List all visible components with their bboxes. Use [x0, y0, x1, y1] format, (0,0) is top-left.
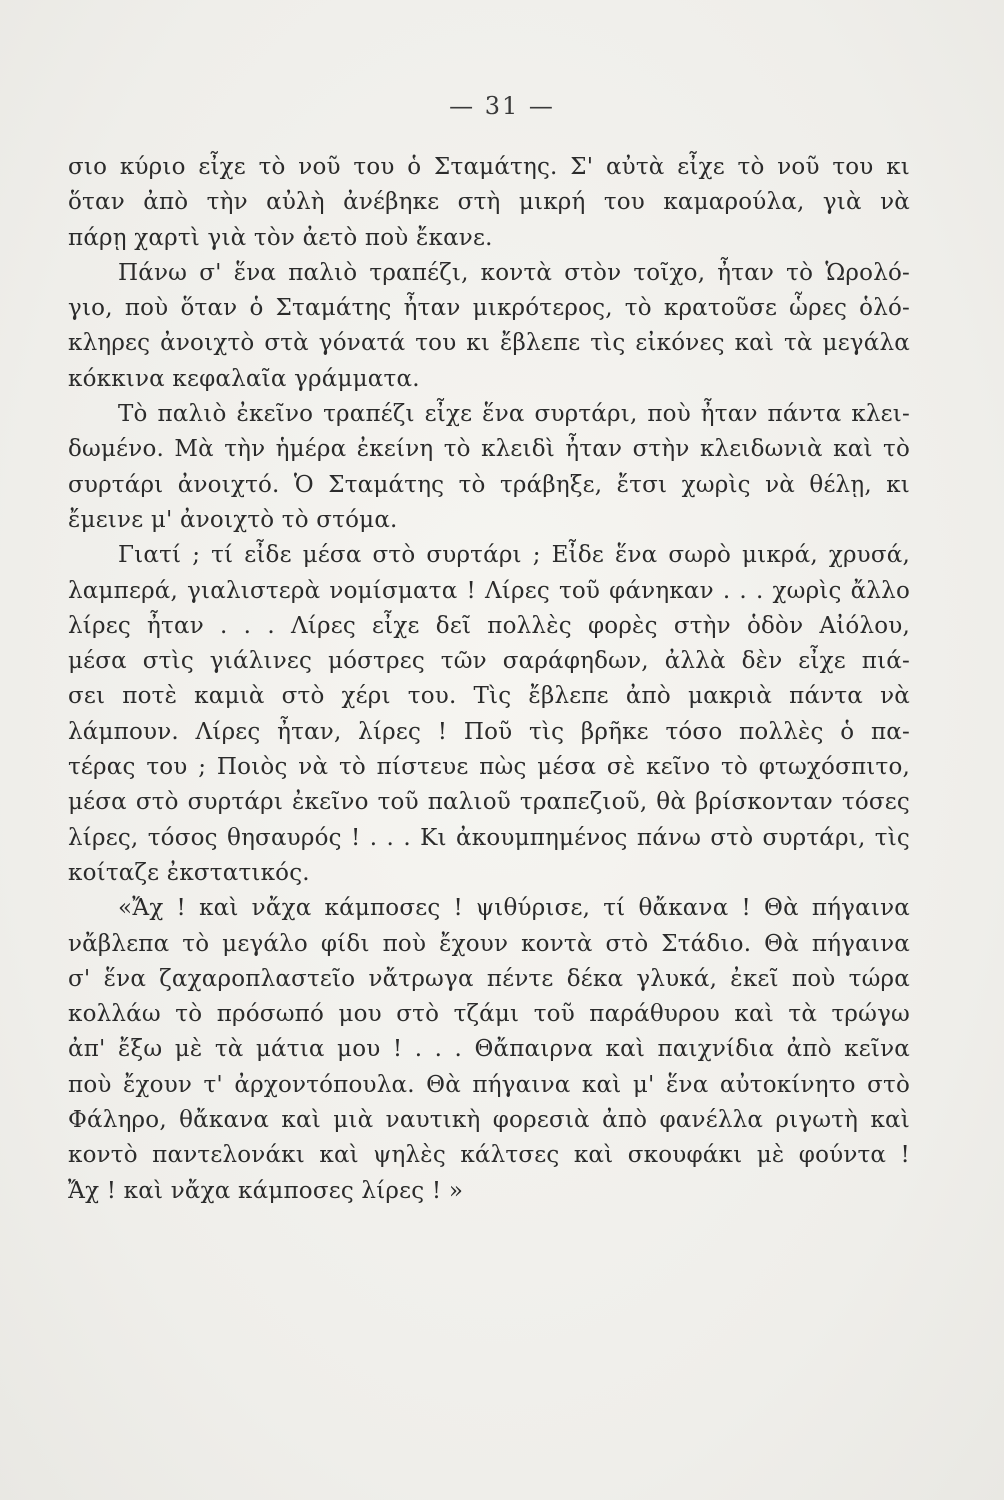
text-line: «Ἄχ ! καὶ νἄχα κάμποσες ! ψιθύρισε, τί θἄκανα ! Θὰ πήγαινα — [118, 895, 910, 922]
text-line: σ' ἕνα ζαχαροπλαστεῖο νἄτρωγα πέντε δέκα γλυκά, ἐκεῖ ποὺ τώρα — [68, 965, 910, 992]
text-line: λίρες, τόσος θησαυρός ! . . . Κι ἀκουμπημένος πάνω στὸ συρτάρι, τὶς — [68, 824, 910, 851]
text-line: σει ποτὲ καμιὰ στὸ χέρι του. Τὶς ἔβλεπε ἀπὸ μακριὰ πάντα νὰ — [68, 683, 910, 710]
text-line: μέσα στὶς γιάλινες μόστρες τῶν σαράφηδων, ἀλλὰ δὲν εἶχε πιά- — [68, 648, 910, 675]
text-line: πάρῃ χαρτὶ γιὰ τὸν ἀετὸ ποὺ ἔκανε. — [68, 224, 493, 251]
text-line: Φάληρο, θἄκανα καὶ μιὰ ναυτικὴ φορεσιὰ ἀπὸ φανέλλα ριγωτὴ καὶ — [68, 1107, 910, 1134]
text-line: ποὺ ἔχουν τ' ἀρχοντόπουλα. Θὰ πήγαινα καὶ μ' ἕνα αὐτοκίνητο στὸ — [68, 1071, 910, 1098]
text-line: Τὸ παλιὸ ἐκεῖνο τραπέζι εἶχε ἕνα συρτάρι, ποὺ ἦταν πάντα κλει- — [118, 401, 910, 428]
body-text — [68, 150, 910, 1209]
text-line: κληρες ἀνοιχτὸ στὰ γόνατά του κι ἔβλεπε τὶς εἰκόνες καὶ τὰ μεγάλα — [68, 330, 910, 357]
page-number: — 31 — — [449, 92, 555, 120]
text-line: κόκκινα κεφαλαῖα γράμματα. — [68, 365, 420, 392]
text-line: τέρας του ; Ποιὸς νὰ τὸ πίστευε πὼς μέσα σὲ κεῖνο τὸ φτωχόσπιτο, — [68, 754, 910, 781]
text-line: κολλάω τὸ πρόσωπό μου στὸ τζάμι τοῦ παράθυρου καὶ τὰ τρώγω — [68, 1001, 910, 1028]
text-line: κοίταζε ἐκστατικός. — [68, 859, 310, 886]
text-line: μέσα στὸ συρτάρι ἐκεῖνο τοῦ παλιοῦ τραπεζιοῦ, θὰ βρίσκονταν τόσες — [68, 789, 910, 816]
text-line: ἀπ' ἔξω μὲ τὰ μάτια μου ! . . . Θἄπαιρνα καὶ παιχνίδια ἀπὸ κεῖνα — [68, 1036, 910, 1063]
text-line: λίρες ἦταν . . . Λίρες εἶχε δεῖ πολλὲς φορὲς στὴν ὁδὸν Αἰόλου, — [68, 612, 910, 639]
text-line: σιο κύριο εἶχε τὸ νοῦ του ὁ Σταμάτης. Σ' αὐτὰ εἶχε τὸ νοῦ του κι — [68, 154, 910, 180]
text-line: λαμπερά, γιαλιστερὰ νομίσματα ! Λίρες τοῦ φάνηκαν . . . χωρὶς ἄλλο — [68, 577, 910, 604]
text-line: κοντὸ παντελονάκι καὶ ψηλὲς κάλτσες καὶ σκουφάκι μὲ φούντα ! — [68, 1142, 910, 1169]
text-line: ὅταν ἀπὸ τὴν αὐλὴ ἀνέβηκε στὴ μικρή του καμαρούλα, γιὰ νὰ — [68, 189, 910, 216]
text-line: συρτάρι ἀνοιχτό. Ὁ Σταμάτης τὸ τράβηξε, ἔτσι χωρὶς νὰ θέλῃ, κι — [68, 471, 910, 498]
text-line: ἔμεινε μ' ἀνοιχτὸ τὸ στόμα. — [68, 506, 398, 533]
text-line: δωμένο. Μὰ τὴν ἡμέρα ἐκείνη τὸ κλειδὶ ἦταν στὴν κλειδωνιὰ καὶ τὸ — [68, 436, 910, 463]
text-line: Πάνω σ' ἕνα παλιὸ τραπέζι, κοντὰ στὸν τοῖχο, ἦταν τὸ Ὡρολό- — [118, 259, 910, 286]
text-line: λάμπουν. Λίρες ἦταν, λίρες ! Ποῦ τὶς βρῆκε τόσο πολλὲς ὁ πα- — [68, 718, 910, 745]
text-line: νἄβλεπα τὸ μεγάλο φίδι ποὺ ἔχουν κοντὰ στὸ Στάδιο. Θὰ πήγαινα — [68, 930, 910, 957]
text-line: Ἄχ ! καὶ νἄχα κάμποσες λίρες ! » — [68, 1177, 464, 1204]
text-line: γιο, ποὺ ὅταν ὁ Σταμάτης ἦταν μικρότερος, τὸ κρατοῦσε ὧρες ὁλό- — [68, 295, 910, 322]
text-line: Γιατί ; τί εἶδε μέσα στὸ συρτάρι ; Εἶδε ἕνα σωρὸ μικρά, χρυσά, — [118, 542, 910, 569]
